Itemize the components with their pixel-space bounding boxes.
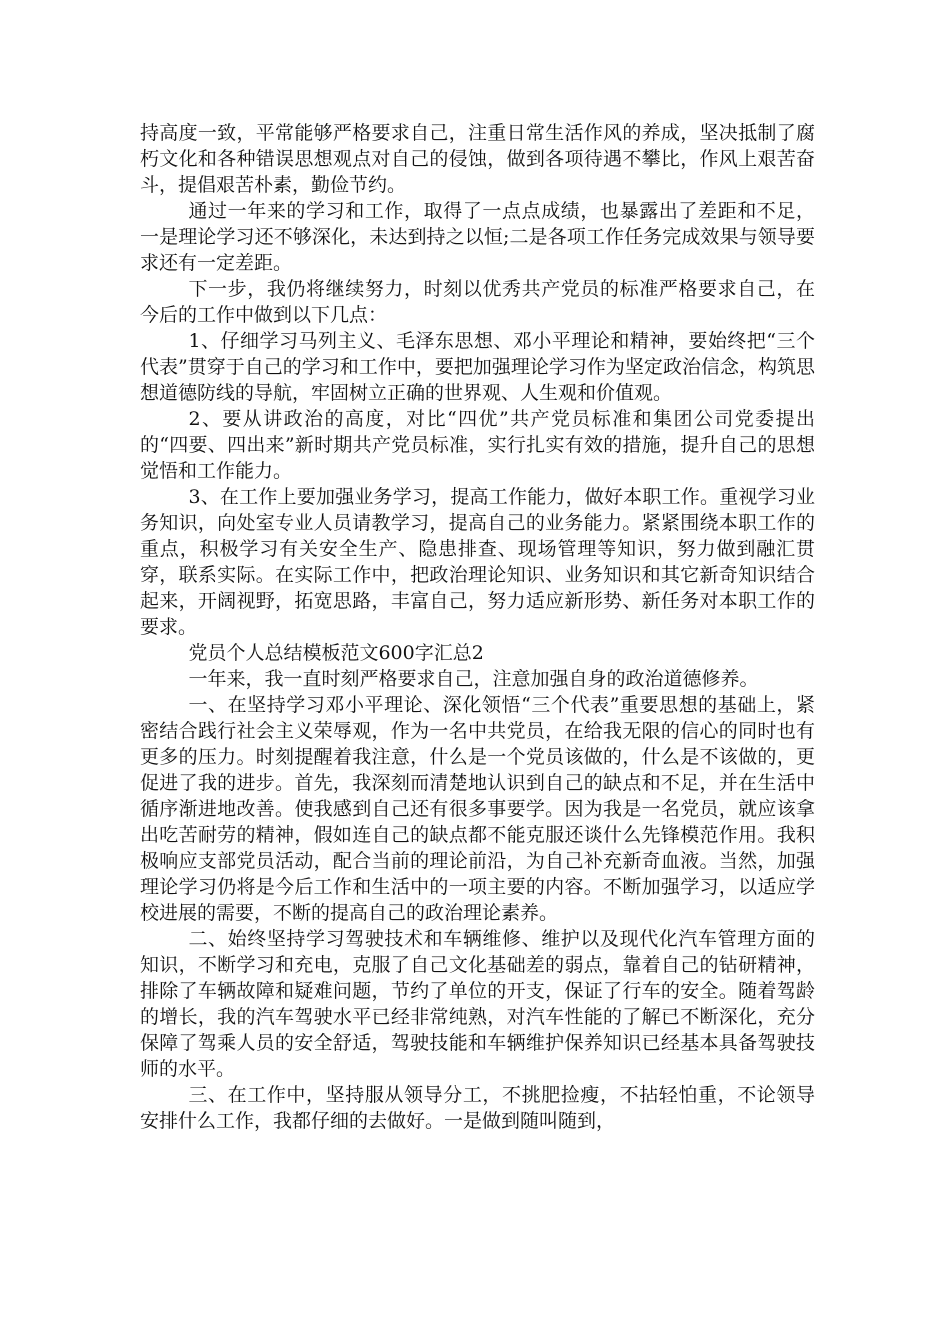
paragraph-9: 一、在坚持学习邓小平理论、深化领悟“三个代表”重要思想的基础上，紧密结合践行社会主义荣辱观，作为一名中共党员，在给我无限的信心的同时也有更多的压力。时刻提醒着我注意，什么是一个党员该做的，什么是不该做的，更促进了我的进步。首先，我深刻而清楚地认识到自己的缺点和不足，并在生活中循序渐进地改善。使我感到自己还有很多事要学。因为我是一名党员，就应该拿出吃苦耐劳的精神，假如连自己的缺点都不能克服还谈什么先锋模范作用。我积极响应支部党员活动，配合当前的理论前沿，为自己补充新奇血液。当然，加强理论学习仍将是今后工作和生活中的一项主要的内容。不断加强学习，以适应学校进展的需要，不断的提高自己的政治理论素养。: [140, 694, 815, 924]
document-page: [140, 120, 815, 1134]
paragraph-2: 通过一年来的学习和工作，取得了一点点成绩，也暴露出了差距和不足，一是理论学习还不够深化，未达到持之以恒;二是各项工作任务完成效果与领导要求还有一定差距。: [140, 200, 815, 274]
paragraph-6: 3、在工作上要加强业务学习，提高工作能力，做好本职工作。重视学习业务知识，向处室专业人员请教学习，提高自己的业务能力。紧紧围绕本职工作的重点，积极学习有关安全生产、隐患排查、现场管理等知识，努力做到融汇贯穿，联系实际。在实际工作中，把政治理论知识、业务知识和其它新奇知识结合起来，开阔视野，拓宽思路，丰富自己，努力适应新形势、新任务对本职工作的要求。: [140, 486, 815, 638]
paragraph-11: 三、在工作中，坚持服从领导分工，不挑肥捡瘦，不拈轻怕重，不论领导安排什么工作，我都仔细的去做好。一是做到随叫随到，: [140, 1084, 815, 1132]
paragraph-3: 下一步，我仍将继续努力，时刻以优秀共产党员的标准严格要求自己，在今后的工作中做到以下几点：: [140, 278, 815, 326]
paragraph-8: 一年来，我一直时刻严格要求自己，注意加强自身的政治道德修养。: [188, 668, 759, 690]
paragraph-1: 持高度一致，平常能够严格要求自己，注重日常生活作风的养成，坚决抵制了腐朽文化和各种错误思想观点对自己的侵蚀，做到各项待遇不攀比，作风上艰苦奋斗，提倡艰苦朴素，勤俭节约。: [140, 122, 815, 196]
section-heading: 党员个人总结模板范文600字汇总2: [188, 642, 484, 664]
paragraph-10: 二、始终坚持学习驾驶技术和车辆维修、维护以及现代化汽车管理方面的知识，不断学习和充电，克服了自己文化基础差的弱点，靠着自己的钻研精神，排除了车辆故障和疑难问题，节约了单位的开支，保证了行车的安全。随着驾龄的增长，我的汽车驾驶水平已经非常纯熟，对汽车性能的了解已不断深化，充分保障了驾乘人员的安全舒适，驾驶技能和车辆维护保养知识已经基本具备驾驶技师的水平。: [140, 928, 815, 1080]
paragraph-4: 1、仔细学习马列主义、毛泽东思想、邓小平理论和精神，要始终把“三个代表”贯穿于自己的学习和工作中，要把加强理论学习作为坚定政治信念，构筑思想道德防线的导航，牢固树立正确的世界观、人生观和价值观。: [140, 330, 815, 404]
paragraph-5: 2、要从讲政治的高度，对比“四优”共产党员标准和集团公司党委提出的“四要、四出来”新时期共产党员标准，实行扎实有效的措施，提升自己的思想觉悟和工作能力。: [140, 408, 815, 482]
